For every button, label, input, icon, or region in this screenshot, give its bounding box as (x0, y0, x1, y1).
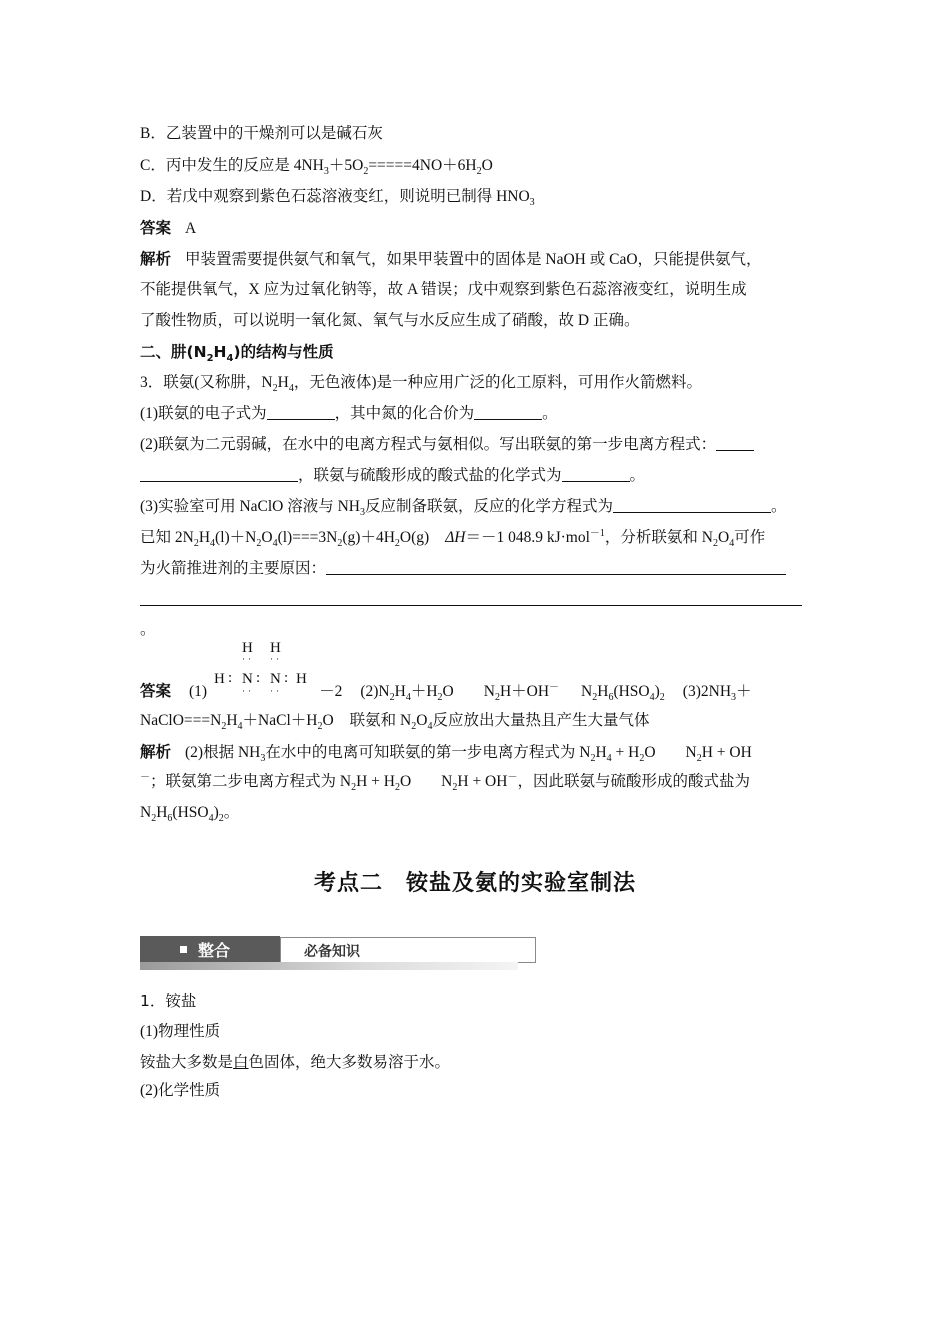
answer-blank[interactable] (716, 435, 754, 451)
option-d: D．若戊中观察到紫色石蕊溶液变红，则说明已制得 $HNO_3$ (140, 188, 535, 209)
answer-blank[interactable] (267, 404, 335, 420)
banner-light-tab (280, 937, 536, 963)
analysis-3-line-1: 解析 (2)根据 $NH_3$在水中的电离可知联氨的第一步电离方程式为 $N_2H_4 + H_2O$ $N_2H$ + OH (140, 743, 752, 765)
banner-light-label: 必备知识 (304, 944, 360, 960)
answer-3-line-1: 答案 (1) －2 $(2)N_2H_4+H_2O$ $N_2H+OH^-$ $N_2H_6(HSO_4)_2$ $(3)2NH_3+$ (140, 681, 752, 704)
point-1-sub-1: (1)物理性质 (140, 1023, 221, 1040)
option-b: B．乙装置中的干燥剂可以是碱石灰 (140, 125, 383, 142)
question-3-part-2: (2)联氨为二元弱碱，在水中的电离方程式与氨相似。写出联氨的第一步电离方程式： (140, 435, 754, 455)
answer-blank[interactable] (562, 466, 630, 482)
hydrazine-electron-formula: H H ·· ·· H : N : N : H ·· ·· (214, 640, 307, 696)
answer-3-line-2: $NaClO===N_2H_4+NaCl+H_2O$ 联氨和 $N_2O_4$反应放出大量热且产生大量气体 (140, 712, 650, 733)
question-3-part-4: 为火箭推进剂的主要原因： (140, 559, 786, 579)
banner-dark-label: 整合 (198, 941, 231, 960)
square-bullet-icon (180, 946, 187, 953)
analysis-3-line-2: －；联氨第二步电离方程式为 $N_2H + H_2O$ $N_2H + OH^-$，因此联氨与硫酸形成的酸式盐为 (140, 771, 750, 794)
section-2-title: 二、肼$(N_2H_4)$的结构与性质 (140, 343, 334, 365)
answer-blank[interactable] (140, 466, 298, 482)
analysis-1-line-1: 解析 甲装置需要提供氨气和氧气，如果甲装置中的固体是 NaOH 或 CaO，只能提供氨气， (140, 250, 762, 268)
section-banner (140, 936, 518, 970)
question-3-end: 。 (140, 621, 156, 638)
answer-blank[interactable] (613, 497, 771, 513)
answer-blank[interactable] (474, 404, 542, 420)
question-3-part-1: (1)联氨的电子式为 ，其中氮的化合价为 。 (140, 405, 558, 422)
analysis-3-line-3: $N_2H_6(HSO_4)_2$。 (140, 804, 240, 825)
question-3-blank-line (140, 590, 802, 610)
answer-1: 答案 A (140, 219, 197, 237)
banner-dark-tab (140, 936, 280, 962)
point-1-title: 1．铵盐 (140, 992, 197, 1010)
analysis-1-line-3: 了酸性物质，可以说明一氧化氮、氧气与水反应生成了硝酸，故 D 正确。 (140, 312, 640, 329)
point-1-sub-2: (2)化学性质 (140, 1082, 221, 1099)
point-1-text: 铵盐大多数是白色固体，绝大多数易溶于水。 (140, 1054, 451, 1071)
banner-shadow (140, 962, 518, 970)
analysis-1-line-2: 不能提供氧气，X 应为过氧化钠等，故 A 错误；戊中观察到紫色石蕊溶液变红，说明生成 (140, 281, 747, 298)
question-3-part-2-cont: ，联氨与硫酸形成的酸式盐的化学式为 。 (140, 466, 645, 486)
section-heading: 考点二 铵盐及氨的实验室制法 (313, 871, 636, 896)
answer-blank[interactable] (140, 590, 802, 606)
question-3-part-3: (3)实验室可用 NaClO 溶液与 $NH_3$反应制备联氨，反应的化学方程式为 。 (140, 498, 787, 519)
answer-blank[interactable] (326, 559, 786, 575)
question-3: 3．联氨(又称肼，$N_2H_4$，无色液体)是一种应用广泛的化工原料，可用作火箭燃料。 (140, 374, 702, 395)
option-c: C．丙中发生的反应是 $4NH_3+5O_2=====4NO+6H_2O$ (140, 157, 493, 178)
question-3-given: 已知 $2N_2H_4(l)+N_2O_4(l)===3N_2(g)+4H_2O(g)$ ΔH＝－1 048.9 kJ·mol$^{-1}$，分析联氨和 $N_2O_4$可作 (140, 527, 766, 550)
underlined-answer: 白 (233, 1054, 249, 1071)
